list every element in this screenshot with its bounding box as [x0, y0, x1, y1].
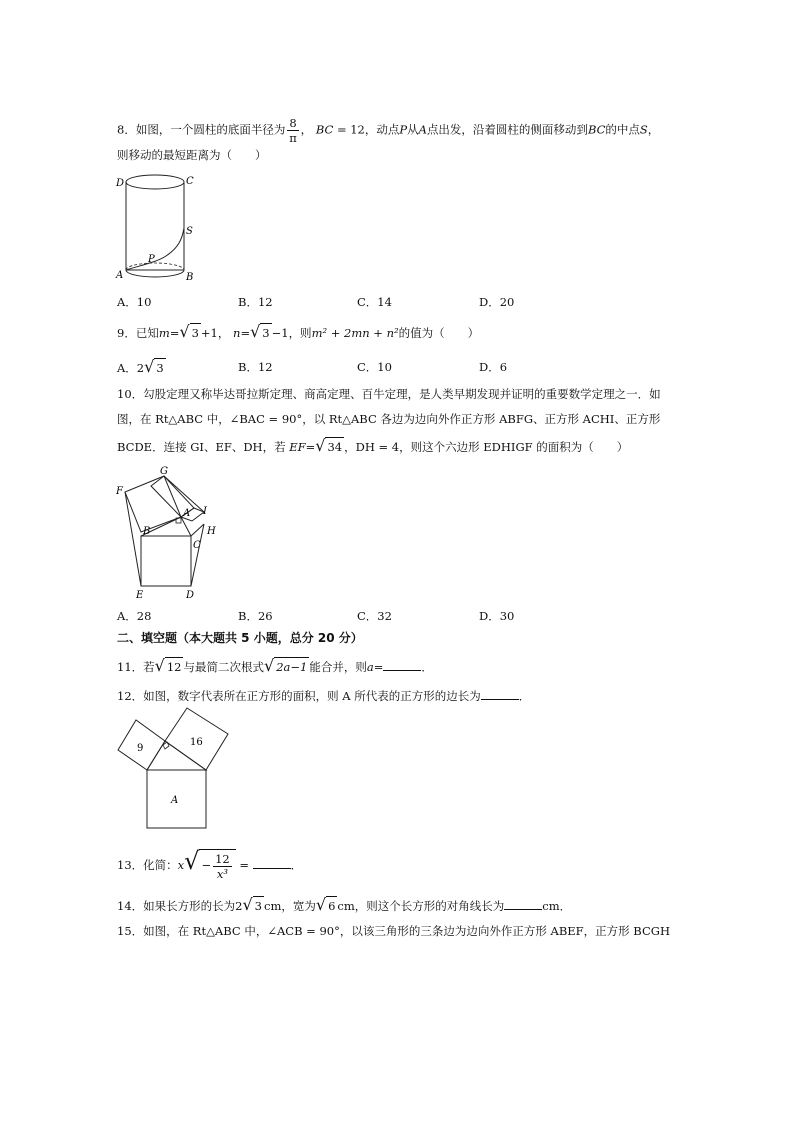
q8-frac-den: π: [289, 131, 297, 145]
q9-plus1: +1，: [200, 326, 230, 340]
label-d: D: [116, 178, 125, 189]
q13-end: ．: [290, 858, 303, 872]
q9-opt-a-pre: A．2: [117, 361, 145, 375]
label-d: D: [186, 590, 195, 600]
q11-rad2a: 2a−1: [274, 657, 309, 676]
q8-option-b[interactable]: B．12: [238, 295, 273, 309]
q8-text-c: ，动点: [364, 122, 400, 137]
q8-number: 8．: [117, 122, 136, 137]
q10-text-b: ，DH = 4，则这个六边形 EDHIGF 的面积为（ ）: [344, 440, 629, 454]
cylinder-bottom-back: [126, 263, 184, 270]
label-i: I: [203, 506, 207, 517]
q9-m: m: [158, 326, 170, 340]
label-s: S: [186, 226, 193, 237]
q8-bc: BC: [315, 122, 334, 137]
label-c: C: [186, 176, 194, 187]
q9-opt-a-rad: 3: [154, 358, 165, 377]
q8-text-f: 的中点: [605, 122, 640, 137]
q9-line: [117, 323, 694, 342]
sqrt-sign: √: [250, 322, 261, 341]
q11-a: a: [366, 660, 374, 674]
q11-rad12: 12: [165, 657, 184, 676]
q14-line: [117, 896, 694, 915]
q13-frac-num: 12: [215, 851, 230, 866]
q10-rad34: 34: [325, 437, 344, 456]
q14-cm1: cm，宽为: [264, 899, 316, 913]
q14-len-pre: 2: [235, 899, 243, 913]
q9-n: n: [233, 326, 241, 340]
q10-hexagon-figure: [110, 464, 220, 600]
q9-minus1: −1: [271, 326, 289, 340]
q8-text-e: 点出发，沿着圆柱的侧面移动到: [426, 122, 588, 137]
sqrt-sign: √: [242, 895, 253, 914]
sqrt-sign: √: [263, 656, 275, 675]
q14-cm2: cm，则这个长方形的对角线长为: [337, 899, 505, 913]
q8-line1: [117, 116, 694, 145]
q11-line: [117, 657, 694, 676]
segment-ef: [125, 492, 141, 586]
q8-text-g: ，: [647, 122, 660, 137]
q9-option-b[interactable]: B．12: [238, 360, 273, 374]
sqrt-sign: √: [179, 322, 190, 341]
q12-end: ．: [518, 689, 531, 703]
q8-cylinder-figure: [112, 170, 202, 285]
label-16: 16: [190, 737, 203, 748]
q8-bc2: BC: [587, 122, 606, 137]
q13-line: [117, 846, 694, 881]
q9-expr: m² + 2mn + n²: [311, 326, 399, 340]
q14-wid-rad: 6: [326, 896, 337, 915]
q12-line: [117, 687, 694, 705]
q13-radicand: [199, 849, 235, 881]
sqrt-sign: √: [144, 357, 155, 376]
q11-eq: =: [373, 660, 384, 674]
q11-mid: 与最简二次根式: [183, 660, 264, 674]
segment-gi: [164, 476, 204, 512]
q13-minus: −: [201, 858, 212, 872]
label-e: E: [136, 590, 144, 600]
q13-pre: 13．化简：: [117, 858, 178, 872]
q8-text-a: 如图，一个圆柱的底面半径为: [135, 122, 286, 137]
q10-eq: =: [305, 440, 316, 454]
q8-option-c[interactable]: C．14: [357, 295, 392, 309]
q10-option-d[interactable]: D．30: [479, 609, 515, 623]
q13-frac-den: x³: [216, 866, 228, 881]
label-a: A: [171, 795, 179, 806]
q8-fraction: [287, 116, 298, 145]
sqrt-sign: √: [315, 436, 326, 455]
q10-ef: EF: [289, 440, 306, 454]
q8-a: A: [418, 122, 427, 137]
section-heading-fill-in: 二、填空题（本大题共 5 小题，总分 20 分）: [117, 631, 363, 645]
q8-frac-num: 8: [289, 116, 297, 130]
label-c: C: [193, 540, 201, 551]
q13-fraction: [213, 852, 232, 881]
q10-option-a[interactable]: A．28: [117, 609, 152, 623]
q10-option-c[interactable]: C．32: [357, 609, 392, 623]
q13-x: x: [177, 858, 185, 872]
q14-len-rad: 3: [253, 896, 264, 915]
q12-answer-blank[interactable]: [481, 687, 519, 700]
q10-option-b[interactable]: B．26: [238, 609, 273, 623]
label-a: A: [116, 270, 124, 281]
segment-dh: [191, 524, 204, 586]
label-9: 9: [137, 743, 144, 754]
label-g: G: [160, 466, 168, 477]
label-h: H: [207, 526, 216, 537]
q14-end: cm．: [542, 899, 572, 913]
q8-p: P: [399, 122, 408, 137]
label-p: P: [148, 254, 155, 265]
label-b: B: [186, 272, 194, 283]
q15-line: 15．如图，在 Rt△ABC 中，∠ACB = 90°，以该三角形的三条边为边向外作正方形 ABEF，正方形 BCGH: [117, 924, 670, 938]
q10-line2: 图，在 Rt△ABC 中，∠BAC = 90°，以 Rt△ABC 各边为边向外作正方形 ABFG、正方形 ACHI、正方形: [117, 412, 661, 426]
q10-line3: [117, 437, 694, 456]
cylinder-bottom-front: [126, 270, 184, 277]
q11-pre: 11．若: [117, 660, 155, 674]
q8-s: S: [639, 122, 648, 137]
square-bcde: [141, 536, 191, 586]
q9-eq1: =: [169, 326, 180, 340]
q14-pre: 14．如果长方形的长为: [117, 899, 236, 913]
q9-text-a: 已知: [135, 326, 159, 340]
q11-end: ．: [421, 660, 433, 674]
q10-line1: 10．勾股定理又称毕达哥拉斯定理、商高定理、百牛定理，是人类早期发现并证明的重要数学定理之一．如: [117, 387, 661, 401]
q9-eq2: =: [240, 326, 251, 340]
q9-rad3-a: 3: [190, 323, 201, 342]
q8-eq12: = 12: [336, 122, 365, 137]
cylinder-top: [126, 175, 184, 189]
q9-option-c[interactable]: C．10: [357, 360, 392, 374]
sqrt-sign: √: [184, 847, 200, 875]
q9-text-c: 的值为（ ）: [398, 326, 480, 340]
sqrt-sign: √: [315, 895, 327, 914]
q12-text: 12．如图，数字代表所在正方形的面积，则 A 所代表的正方形的边长为: [117, 689, 481, 703]
q8-text-b: ，: [300, 122, 313, 137]
q8-option-a[interactable]: A．10: [117, 295, 152, 309]
q11-post: 能合并，则: [309, 660, 367, 674]
q9-option-a[interactable]: [117, 358, 166, 377]
q12-squares-figure: [112, 704, 237, 832]
label-b: B: [143, 526, 151, 537]
q8-option-d[interactable]: D．20: [479, 295, 515, 309]
q9-number: 9．: [117, 326, 136, 340]
q8-text-d: 从: [407, 122, 419, 137]
sqrt-sign: √: [154, 656, 165, 675]
q9-text-b: ，则: [288, 326, 312, 340]
q9-rad3-b: 3: [260, 323, 271, 342]
path-to-s: [126, 228, 184, 270]
q13-answer-blank[interactable]: [253, 856, 291, 869]
label-a: A: [183, 508, 191, 519]
label-f: F: [116, 486, 123, 497]
q10-text-a: BCDE．连接 GI、EF、DH，若: [117, 440, 286, 454]
q11-answer-blank[interactable]: [383, 658, 421, 671]
q9-option-d[interactable]: D．6: [479, 360, 508, 374]
q14-answer-blank[interactable]: [504, 897, 542, 910]
q8-line2: 则移动的最短距离为（ ）: [117, 148, 267, 162]
q13-eq: =: [239, 858, 250, 872]
